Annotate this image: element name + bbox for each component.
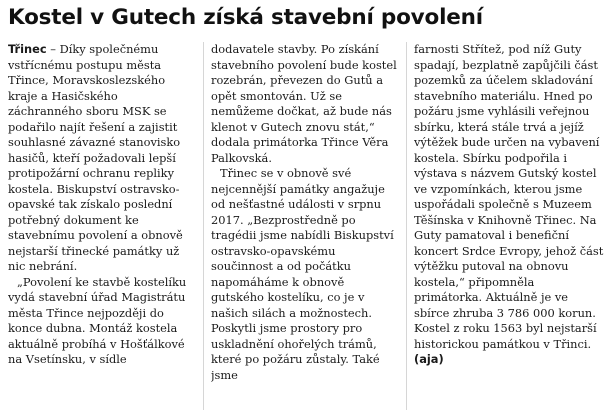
- column-divider: [406, 42, 407, 410]
- article-paragraph: Třinec se v obnově své nejcennější památky angažuje od nešťastné události v srpnu 2017. „Bezprostředně po tragédii jsme nabídli Biskupství ostravsko-opavskému součinnost a od počátku napomáháme k obnově gutského kostelíku, co je v našich silách a možnostech. Poskytli jsme prostory pro uskladnění ohořelých trámů, které po požáru zůstaly. Také jsme: [211, 166, 394, 382]
- article-paragraph: dodavatele stavby. Po získání stavebního povolení bude kostel rozebrán, převezen do Gutů a opět smontován. Už se nemůžeme dočkat, až bude nás klenot v Gutech znovu stát,“ dodala primátorka Třince Věra Palkovská.: [211, 42, 397, 165]
- article-column-1: [8, 42, 194, 412]
- column-divider: [203, 42, 204, 410]
- article-paragraph: [414, 42, 604, 368]
- article-paragraph: „Povolení ke stavbě kostelíku vydá stavební úřad Magistrátu města Třince nejpozději do konce dubna. Montáž kostela aktuálně probíhá v Hošťálkové na Vsetínsku, v sídle: [8, 274, 187, 366]
- article-column-3: [414, 42, 604, 412]
- dateline: Třinec: [8, 42, 47, 56]
- paragraph-text: – Díky společnému vstřícnému postupu města Třince, Moravskoslezského kraje a Hasičského záchranného sboru MSK se podařilo najít řešení a zajistit souhlasné závazné stanovisko hasičů, kteří požadovali lepší protipožární ochranu repliky kostela. Biskupství ostravsko-opavské tak získalo poslední potřebný dokument ke stavebnímu povolení a obnově nejstarší třinecké památky už nic nebrání.: [8, 42, 183, 273]
- article-column-2: [211, 42, 397, 412]
- author-signature: (aja): [414, 352, 444, 366]
- article-headline: Kostel v Gutech získá stavební povolení: [8, 5, 483, 30]
- article-body: [8, 42, 606, 412]
- paragraph-text: farnosti Střítež, pod níž Guty spadají, bezplatně zapůjčili část pozemků za účelem skladování stavebního materiálu. Hned po požáru jsme vyhlásili veřejnou sbírku, která stále trvá a jejíž výtěžek bude určen na vybavení kostela. Sbírku podpořila i výstava s názvem Gutský kostel ve vzpomínkách, kterou jsme uspořádali společně s Muzeem Těšínska v Knihovně Třinec. Na Guty pamatoval i benefiční koncert Srdce Evropy, jehož část výtěžku putoval na obnovu kostela,“ připomněla primátorka. Aktuálně je ve sbírce zhruba 3 786 000 korun. Kostel z roku 1563 byl nejstarší historickou památkou v Třinci.: [414, 42, 604, 351]
- article-paragraph: [8, 42, 194, 275]
